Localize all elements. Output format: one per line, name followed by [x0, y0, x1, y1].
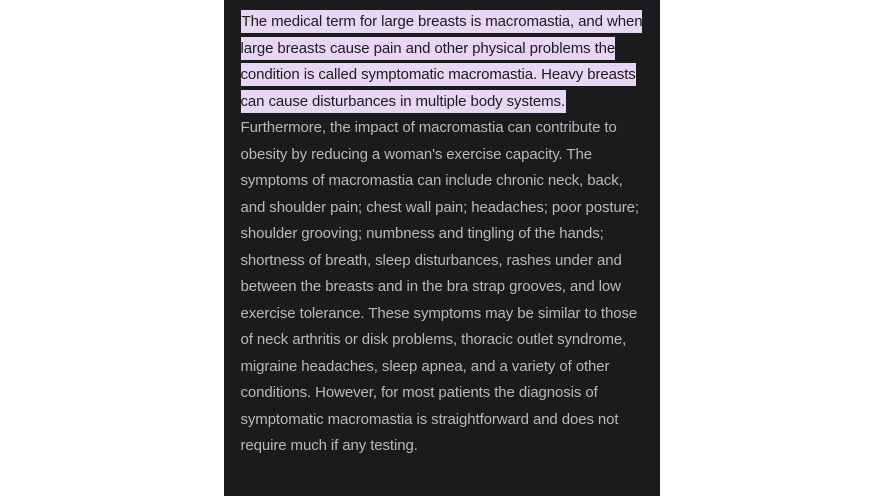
article-paragraph: [241, 9, 644, 460]
highlighted-passage[interactable]: The medical term for large breasts is macromastia, and when large breasts cause pain and other physical problems the condition is called symptomatic macromastia. Heavy breasts can cause disturbances in multiple body systems.: [241, 10, 643, 113]
reader-column: [224, 0, 660, 496]
article-body-text: Furthermore, the impact of macromastia can contribute to obesity by reducing a woman's exercise capacity. The symptoms of macromastia can include chronic neck, back, and shoulder pain; chest wall pain; headaches; poor posture; shoulder grooving; numbness and tingling of the hands; shortness of breath, sleep disturbances, rashes under and between the breasts and in the bra strap grooves, and low exercise tolerance. These symptoms may be similar to those of neck arthritis or disk problems, thoracic outlet syndrome, migraine headaches, sleep apnea, and a variety of other conditions. However, for most patients the diagnosis of symptomatic macromastia is straightforward and does not require much if any testing.: [240, 119, 639, 454]
